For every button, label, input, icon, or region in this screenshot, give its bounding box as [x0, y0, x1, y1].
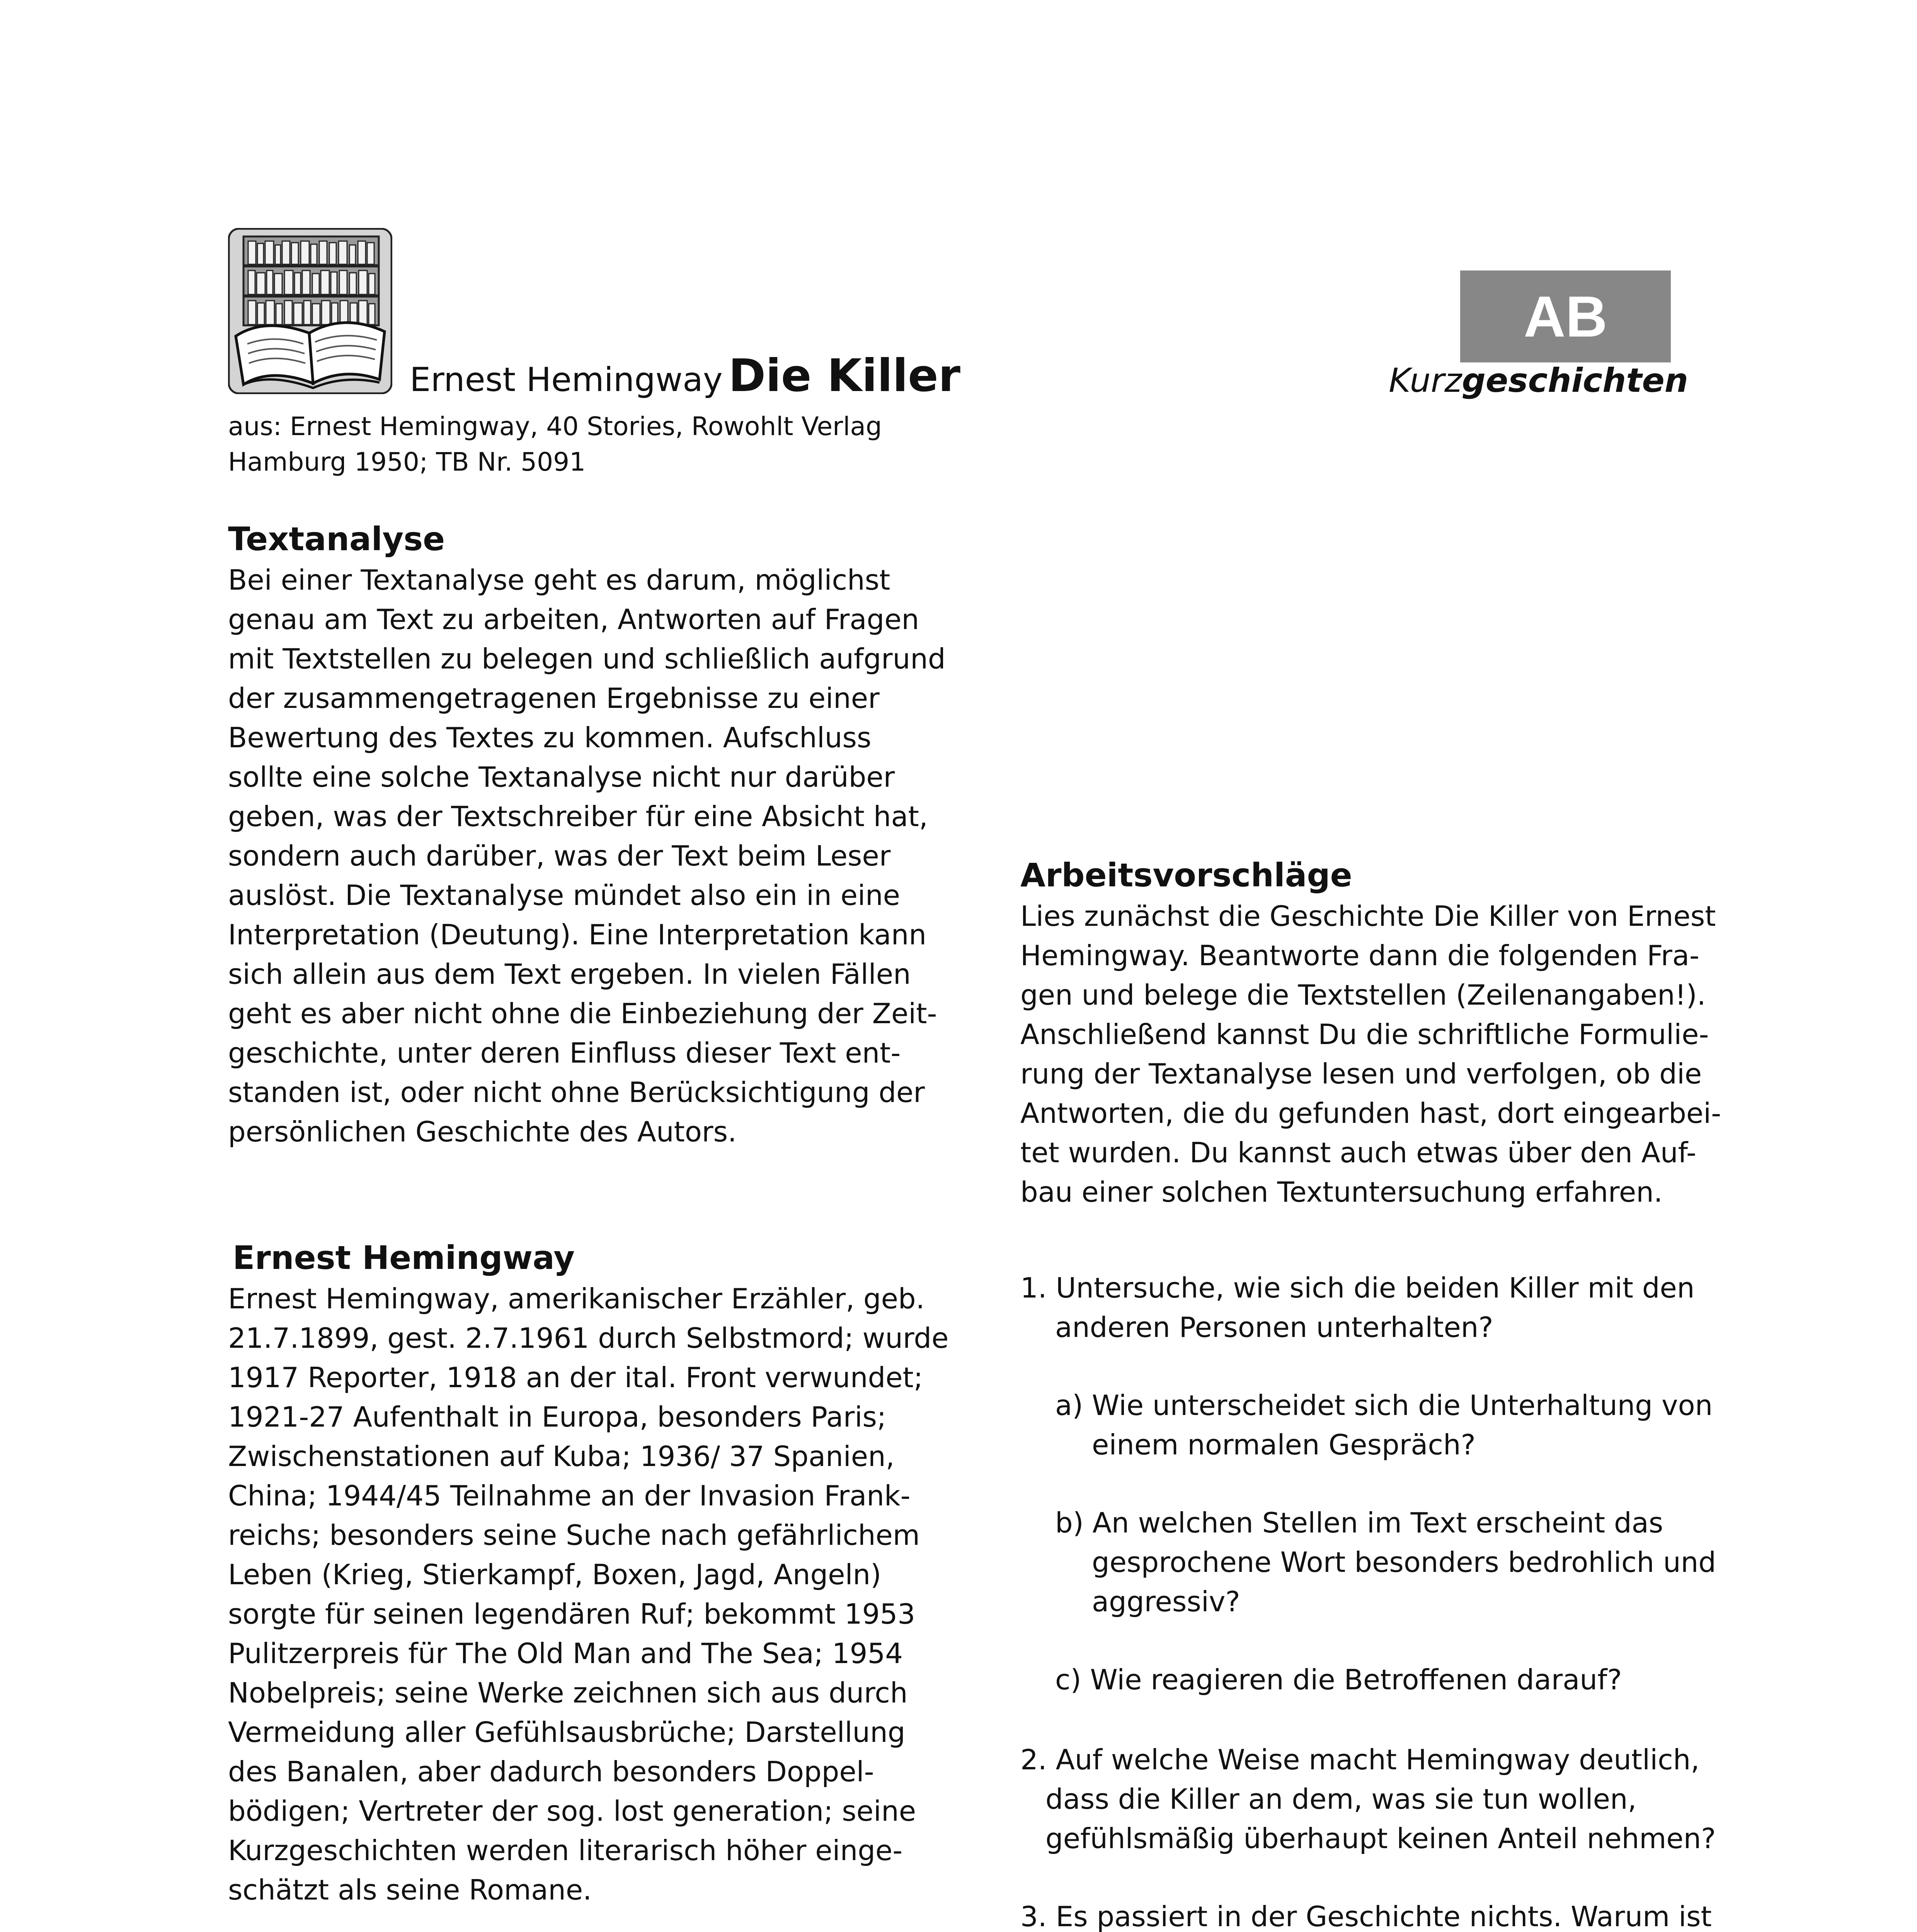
question-line: einem normalen Gespräch? [1092, 1429, 1476, 1461]
paragraph-line: 1917 Reporter, 1918 an der ital. Front verwundet; [228, 1361, 923, 1394]
paragraph-line: Bei einer Textanalyse geht es darum, möglichst [228, 564, 890, 596]
question-1b [1055, 1503, 1724, 1621]
question-line: a) Wie unterscheidet sich die Unterhaltung von [1055, 1389, 1713, 1422]
paragraph-line: Pulitzerpreis für The Old Man and The Sea; 1954 [228, 1637, 903, 1670]
question-line: gesprochene Wort besonders bedrohlich und [1092, 1546, 1716, 1578]
paragraph-line: auslöst. Die Textanalyse mündet also ein in eine [228, 879, 900, 912]
paragraph-line: Vermeidung aller Gefühlsausbrüche; Darstellung [228, 1716, 906, 1748]
author-name: Ernest Hemingway [410, 361, 723, 399]
paragraph-line: sollte eine solche Textanalyse nicht nur darüber [228, 761, 895, 793]
paragraph-line: mit Textstellen zu belegen und schließlich aufgrund [228, 643, 946, 675]
paragraph-line: der zusammengetragenen Ergebnisse zu einer [228, 682, 880, 714]
question-line: aggressiv? [1092, 1585, 1240, 1618]
question-line: gefühlsmäßig überhaupt keinen Anteil nehmen? [1045, 1822, 1716, 1855]
paragraph-line: bau einer solchen Textuntersuchung erfahren. [1020, 1176, 1663, 1208]
series-suffix: geschichten [1462, 361, 1688, 400]
paragraph-line: des Banalen, aber dadurch besonders Doppel- [228, 1755, 874, 1788]
question-1a [1055, 1386, 1724, 1464]
source-reference [228, 409, 882, 480]
question-1 [1020, 1268, 1724, 1347]
paragraph-line: Hemingway. Beantworte dann die folgenden Fra- [1020, 939, 1699, 972]
paragraph-line: sondern auch darüber, was der Text beim Leser [228, 840, 891, 872]
question-1c [1055, 1660, 1724, 1699]
book-and-bookshelf-icon [228, 228, 392, 394]
source-line: aus: Ernest Hemingway, 40 Stories, Rowohlt Verlag [228, 412, 882, 441]
paragraph-line: Bewertung des Textes zu kommen. Aufschluss [228, 721, 872, 754]
paragraph-line: 1921-27 Aufenthalt in Europa, besonders Paris; [228, 1401, 887, 1433]
question-list [1020, 1268, 1724, 1932]
paragraph-line: bödigen; Vertreter der sog. lost generation; seine [228, 1795, 916, 1827]
paragraph-line: standen ist, oder nicht ohne Berücksichtigung der [228, 1076, 925, 1109]
paragraph-line: persönlichen Geschichte des Autors. [228, 1116, 737, 1148]
story-title: Die Killer [728, 350, 961, 402]
paragraph-line: Zwischenstationen auf Kuba; 1936/ 37 Spanien, [228, 1440, 895, 1473]
paragraph-line: schätzt als seine Romane. [228, 1874, 592, 1906]
paragraph-line: Lies zunächst die Geschichte Die Killer von Ernest [1020, 900, 1716, 932]
paragraph-line: Ernest Hemingway, amerikanischer Erzähler, geb. [228, 1282, 925, 1315]
paragraph-line: Antworten, die du gefunden hast, dort eingearbei- [1020, 1097, 1721, 1129]
paragraph-line: geht es aber nicht ohne die Einbeziehung der Zeit- [228, 997, 937, 1030]
paragraph-line: tet wurden. Du kannst auch etwas über den Auf- [1020, 1136, 1697, 1169]
paragraph-line: 21.7.1899, gest. 2.7.1961 durch Selbstmord; wurde [228, 1322, 949, 1354]
paragraph-line: Interpretation (Deutung). Eine Interpretation kann [228, 918, 926, 951]
paragraph-line: reichs; besonders seine Suche nach gefährlichem [228, 1519, 920, 1551]
series-label [1389, 361, 1688, 400]
paragraph-line: rung der Textanalyse lesen und verfolgen, ob die [1020, 1058, 1702, 1090]
title-line [410, 350, 960, 402]
section-heading: Ernest Hemingway [233, 1239, 575, 1277]
question-line: anderen Personen unterhalten? [1055, 1311, 1493, 1344]
paragraph-line: geben, was der Textschreiber für eine Absicht hat, [228, 800, 928, 833]
textanalyse-section [228, 518, 962, 1151]
paragraph-line: Leben (Krieg, Stierkampf, Boxen, Jagd, Angeln) [228, 1558, 882, 1591]
question-line: c) Wie reagieren die Betroffenen darauf? [1055, 1663, 1622, 1696]
paragraph-line: sorgte für seinen legendären Ruf; bekommt 1953 [228, 1598, 916, 1630]
question-line: 1. Untersuche, wie sich die beiden Killer mit den [1020, 1272, 1695, 1304]
biography-section [228, 1236, 962, 1910]
series-prefix: Kurz [1389, 361, 1462, 400]
paragraph-line: China; 1944/45 Teilnahme an der Invasion Frank- [228, 1480, 911, 1512]
assignment-section [1020, 854, 1724, 1212]
question-line: 2. Auf welche Weise macht Hemingway deutlich, [1020, 1743, 1700, 1776]
worksheet-badge: AB [1460, 270, 1671, 362]
paragraph-line: genau am Text zu arbeiten, Antworten auf Fragen [228, 603, 919, 636]
section-heading: Textanalyse [228, 520, 445, 558]
question-line: dass die Killer an dem, was sie tun wollen, [1045, 1783, 1637, 1815]
question-line: 3. Es passiert in der Geschichte nichts. Warum ist [1020, 1900, 1712, 1932]
paragraph-line: Kurzgeschichten werden literarisch höher einge- [228, 1834, 903, 1867]
paragraph-line: sich allein aus dem Text ergeben. In vielen Fällen [228, 958, 911, 990]
source-line: Hamburg 1950; TB Nr. 5091 [228, 447, 586, 477]
paragraph-line: Nobelpreis; seine Werke zeichnen sich aus durch [228, 1677, 908, 1709]
paragraph-line: geschichte, unter deren Einfluss dieser Text ent- [228, 1037, 901, 1069]
section-heading: Arbeitsvorschläge [1020, 856, 1352, 894]
question-3 [1020, 1897, 1724, 1932]
paragraph-line: Anschließend kannst Du die schriftliche Formulie- [1020, 1018, 1709, 1051]
paragraph-line: gen und belege die Textstellen (Zeilenangaben!). [1020, 979, 1706, 1011]
question-2 [1020, 1740, 1724, 1858]
question-line: b) An welchen Stellen im Text erscheint das [1055, 1507, 1663, 1539]
